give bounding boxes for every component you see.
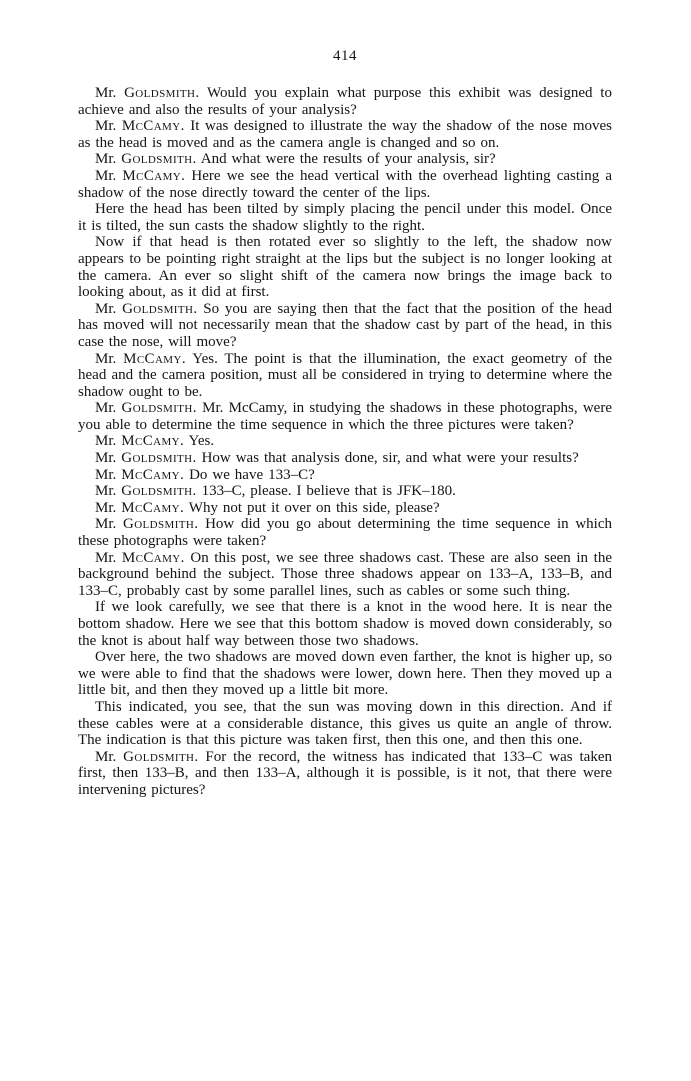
- page-number: 414: [333, 48, 357, 64]
- speaker-prefix: Mr.: [95, 151, 122, 168]
- transcript-paragraph: If we look carefully, we see that there is a knot in the wood here. It is near the bottom shadow. Here we see that this bottom shadow is moved down considerably, so the knot is about half way between those two shadows.: [78, 599, 612, 649]
- transcript-paragraph: Mr. McCamy. Do we have 133–C?: [95, 466, 315, 483]
- speaker-name: Goldsmith.: [121, 400, 197, 417]
- transcript-body: [78, 85, 612, 799]
- transcript-paragraph: Mr. Goldsmith. Mr. McCamy, in studying the shadows in these photographs, were you able to determine the time sequence in which the three pictures were taken?: [78, 400, 612, 433]
- speaker-prefix: Mr.: [95, 499, 122, 516]
- transcript-paragraph: Now if that head is then rotated ever so slightly to the left, the shadow now appears to be pointing right straight at the lips but the subject is no longer looking at the camera. An ever so slight shift of the camera now brings the image back to looking about, as it did at first.: [78, 234, 612, 301]
- transcript-paragraph: Over here, the two shadows are moved down even farther, the knot is higher up, so we were able to find that the shadows were lower, down here. Then they moved up a little bit, and then they moved up a little bit more.: [78, 649, 612, 699]
- speaker-name: Goldsmith.: [121, 151, 197, 168]
- transcript-paragraph: This indicated, you see, that the sun was moving down in this direction. And if these cables were at a considerable distance, this gives us quite an angle of throw. The indication is that this picture was taken first, then this one, and then this one.: [78, 698, 612, 749]
- speaker-prefix: Mr.: [95, 450, 122, 467]
- speaker-prefix: Mr.: [95, 433, 122, 450]
- speaker-prefix: Mr.: [95, 85, 125, 101]
- speaker-name: Goldsmith.: [121, 483, 197, 500]
- speaker-prefix: Mr.: [95, 400, 122, 417]
- transcript-paragraph: Mr. Goldsmith. How did you go about determining the time sequence in which these photographs were taken?: [78, 516, 612, 550]
- speaker-prefix: Mr.: [95, 748, 124, 765]
- transcript-paragraph: Mr. Goldsmith. And what were the results of your analysis, sir?: [95, 151, 496, 168]
- speaker-prefix: Mr.: [95, 483, 122, 500]
- speaker-prefix: Mr.: [95, 549, 122, 566]
- speaker-name: Goldsmith.: [122, 300, 198, 317]
- speaker-name: McCamy.: [121, 549, 185, 566]
- transcript-paragraph: Mr. Goldsmith. So you are saying then that the fact that the position of the head has moved will not necessarily mean that the shadow cast by part of the head, in this case the nose, will move?: [78, 300, 612, 350]
- transcript-paragraph: Mr. McCamy. Yes.: [95, 433, 215, 450]
- transcript-paragraph: Mr. McCamy. On this post, we see three shadows cast. These are also seen in the background behind the subject. Those three shadows appear on 133–A, 133–B, and 133–C, probably cast by some parallel lines, such as cables or some such thing.: [78, 549, 612, 599]
- speaker-prefix: Mr.: [95, 118, 122, 135]
- speaker-prefix: Mr.: [95, 167, 123, 184]
- speaker-name: McCamy.: [122, 167, 186, 184]
- speaker-name: Goldsmith.: [123, 748, 199, 765]
- transcript-paragraph: Mr. McCamy. It was designed to illustrate the way the shadow of the nose moves as the head is moved and as the camera angle is changed and so on.: [78, 118, 612, 151]
- speaker-name: Goldsmith.: [121, 450, 197, 467]
- speaker-name: Goldsmith.: [122, 516, 199, 533]
- transcript-paragraph: Mr. McCamy. Here we see the head vertical with the overhead lighting casting a shadow of the nose directly toward the center of the lips.: [78, 167, 612, 201]
- speaker-prefix: Mr.: [95, 350, 124, 367]
- speaker-name: Goldsmith.: [124, 85, 200, 101]
- transcript-paragraph: Mr. McCamy. Yes. The point is that the illumination, the exact geometry of the head and the camera position, must all be considered in trying to determine where the shadow ought to be.: [78, 350, 612, 400]
- speaker-name: McCamy.: [121, 499, 185, 516]
- speaker-prefix: Mr.: [95, 300, 123, 317]
- speaker-name: McCamy.: [121, 118, 185, 135]
- transcript-paragraph: Mr. Goldsmith. How was that analysis done, sir, and what were your results?: [95, 450, 579, 467]
- transcript-paragraph: Mr. Goldsmith. 133–C, please. I believe that is JFK–180.: [95, 483, 456, 500]
- speaker-prefix: Mr.: [95, 466, 122, 483]
- speaker-name: McCamy.: [121, 466, 185, 483]
- speaker-prefix: Mr.: [95, 516, 123, 533]
- speaker-name: McCamy.: [123, 350, 186, 367]
- transcript-paragraph: Mr. Goldsmith. For the record, the witness has indicated that 133–C was taken first, then 133–B, and then 133–A, although it is possible, is it not, that there were intervening pictures?: [78, 748, 612, 798]
- transcript-paragraph: Here the head has been tilted by simply placing the pencil under this model. Once it is tilted, the sun casts the shadow slightly to the right.: [78, 201, 612, 234]
- transcript-paragraph: Mr. McCamy. Why not put it over on this side, please?: [95, 499, 440, 516]
- transcript-paragraph: Mr. Goldsmith. Would you explain what purpose this exhibit was designed to achieve and also the results of your analysis?: [78, 85, 612, 118]
- speaker-name: McCamy.: [121, 433, 185, 450]
